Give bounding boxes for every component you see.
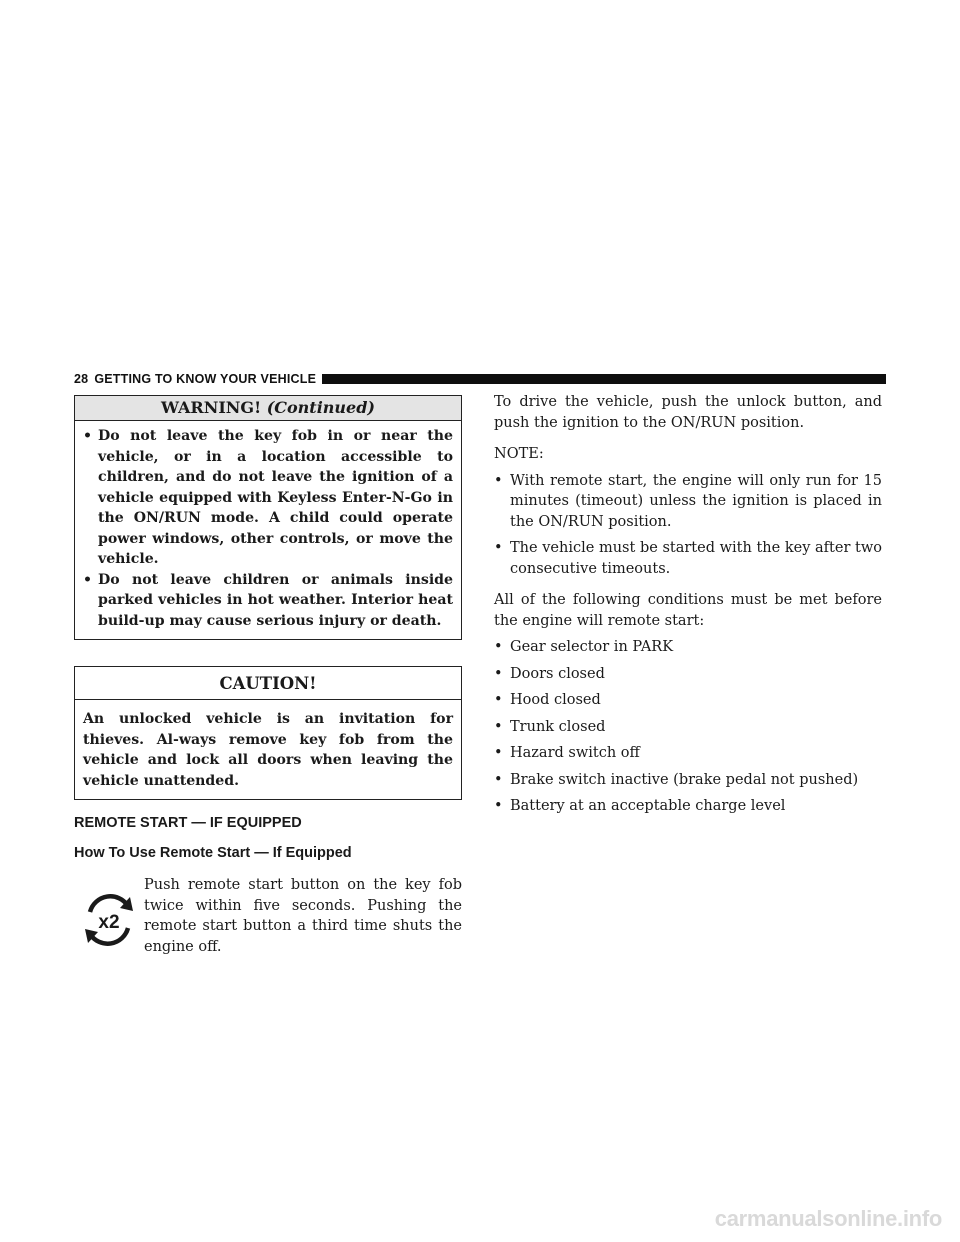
warning-box <box>74 395 462 640</box>
note-item: • The vehicle must be started with the key after two consecutive timeouts. <box>494 538 882 579</box>
caution-body: An unlocked vehicle is an invitation for thieves. Al-ways remove key fob from the vehicle and lock all doors when leaving the vehicle unattended. <box>83 711 453 789</box>
remote-start-text: Push remote start button on the key fob twice within five seconds. Pushing the remote start button a third time shuts the engine off. <box>144 877 462 955</box>
section-heading: REMOTE START — IF EQUIPPED <box>74 815 302 831</box>
watermark-link[interactable]: carmanualsonline.info <box>714 1206 942 1231</box>
remote-start-instructions <box>74 875 462 957</box>
condition-item: • Battery at an acceptable charge level <box>494 796 882 817</box>
condition-item: • Hazard switch off <box>494 743 882 764</box>
warning-item: • Do not leave the key fob in or near the vehicle, or in a location accessible to children, and do not leave the ignition of a vehicle equipped with Keyless Enter-N-Go in the ON/RUN mode. A child could operate power windows, other controls, or move the vehicle. <box>83 426 453 570</box>
intro-paragraph: To drive the vehicle, push the unlock button, and push the ignition to the ON/RUN position. <box>494 394 882 431</box>
x2-label: x2 <box>98 912 120 933</box>
subsection-heading: How To Use Remote Start — If Equipped <box>74 845 352 861</box>
condition-item: • Gear selector in PARK <box>494 637 882 658</box>
conditions-list <box>494 637 882 817</box>
warning-item: • Do not leave children or animals inside parked vehicles in hot weather. Interior heat build-up may cause serious injury or death. <box>83 570 453 632</box>
section-title: GETTING TO KNOW YOUR VEHICLE <box>94 372 317 386</box>
condition-item: • Trunk closed <box>494 717 882 738</box>
condition-item: • Brake switch inactive (brake pedal not pushed) <box>494 770 882 791</box>
header-rule <box>322 374 886 384</box>
note-label: NOTE: <box>494 446 544 462</box>
warning-title-suffix: (Continued) <box>266 398 375 417</box>
note-item: • With remote start, the engine will only run for 15 minutes (timeout) unless the ignition is placed in the ON/RUN position. <box>494 471 882 533</box>
right-column <box>494 392 882 817</box>
conditions-intro: All of the following conditions must be met before the engine will remote start: <box>494 592 882 629</box>
warning-title <box>75 396 461 421</box>
warning-title-text: WARNING! <box>161 398 262 417</box>
caution-box <box>74 666 462 800</box>
left-column <box>74 395 462 957</box>
note-list <box>494 471 882 580</box>
page-number: 28 <box>74 372 89 386</box>
caution-title: CAUTION! <box>75 667 461 700</box>
page-header <box>74 372 886 386</box>
remote-start-x2-icon <box>80 891 138 949</box>
condition-item: • Hood closed <box>494 690 882 711</box>
condition-item: • Doors closed <box>494 664 882 685</box>
warning-list <box>75 421 461 639</box>
